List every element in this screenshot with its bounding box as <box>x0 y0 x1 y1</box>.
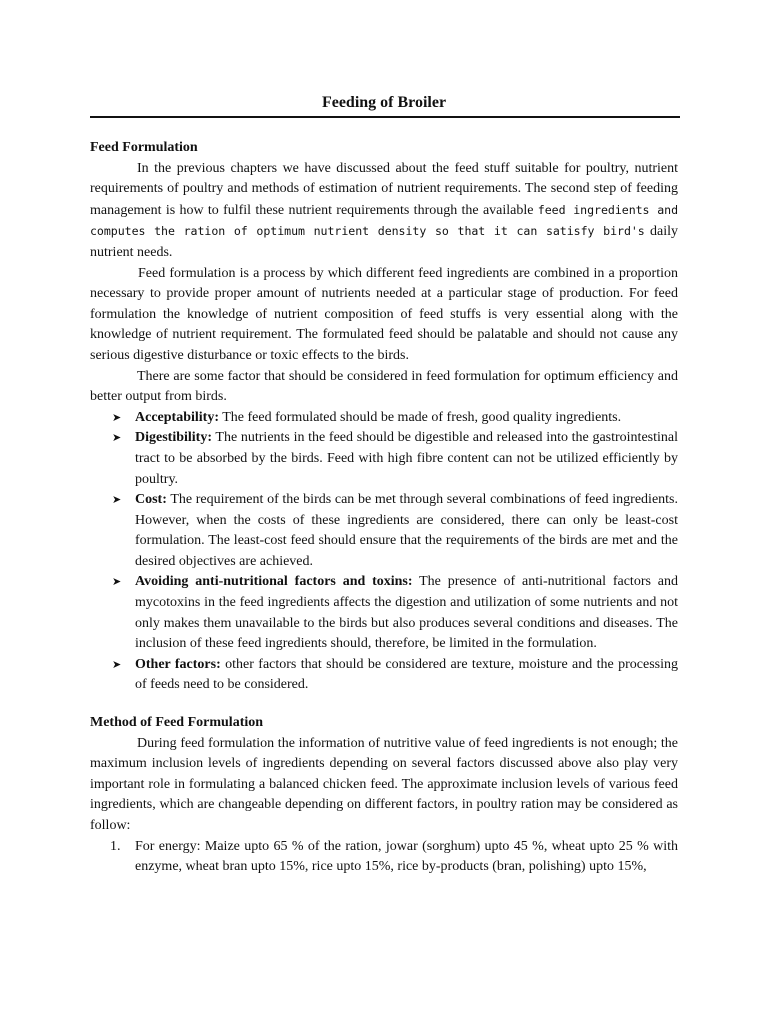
page-title: Feeding of Broiler <box>321 94 447 111</box>
paragraph-intro-text: In the previous chapters we have discussed about the feed stuff suitable for poultry, nutrient requirements of poultry and methods of estimation of nutrient requirements. The second step of feeding management is how to fulfil these nutrient requirements through the available <box>90 160 678 218</box>
list-item <box>90 490 678 572</box>
factor-term: Acceptability: <box>135 409 219 425</box>
document-body <box>90 138 678 878</box>
inclusion-level-list <box>90 837 678 878</box>
list-number: 1. <box>110 838 121 854</box>
factor-list <box>90 408 678 696</box>
arrowhead-bullet-icon: ➤ <box>112 575 122 589</box>
factor-text: The nutrients in the feed should be digestible and released into the gastrointestinal tract to be absorbed by the birds. Feed with high fibre content can not be utilized efficiently by poultry. <box>135 430 678 487</box>
section-heading-feed-formulation: Feed Formulation <box>90 140 198 155</box>
title-divider <box>90 116 680 118</box>
factor-term: Other factors: <box>135 656 221 672</box>
section-heading-method: Method of Feed Formulation <box>90 715 264 731</box>
list-item <box>90 837 678 878</box>
arrowhead-bullet-icon: ➤ <box>112 493 122 507</box>
paragraph-method: During feed formulation the information of nutritive value of feed ingredients is not enough; the maximum inclusion levels of ingredients depending on several factors discussed above also play very important role in formulating a balanced chicken feed. The approximate inclusion levels of various feed ingredients, which are changeable depending on different factors, in poultry ration may be considered as follow: <box>90 735 678 833</box>
factor-term: Avoiding anti-nutritional factors and toxins: <box>135 574 413 590</box>
list-item <box>90 428 678 490</box>
arrowhead-bullet-icon: ➤ <box>112 657 122 671</box>
factor-term: Digestibility: <box>135 430 212 446</box>
paragraph-intro <box>90 159 678 264</box>
factor-term: Cost: <box>135 492 167 508</box>
list-item <box>90 655 678 696</box>
list-item <box>90 408 678 429</box>
paragraph-intro-end: daily nutrient needs. <box>90 224 678 260</box>
paragraph-factors-intro: There are some factor that should be considered in feed formulation for optimum efficiency and better output from birds. <box>90 368 678 405</box>
list-item-text: For energy: Maize upto 65 % of the ration, jowar (sorghum) upto 45 %, wheat upto 25 % with enzyme, wheat bran upto 15%, rice upto 15%, rice by-products (bran, polishing) upto 15%, <box>135 838 678 875</box>
section-spacer <box>90 696 678 713</box>
paragraph-definition: Feed formulation is a process by which different feed ingredients are combined in a proportion necessary to provide proper amount of nutrients needed at a particular stage of production. For feed formulation the knowledge of nutrient composition of feed stuffs is very essential along with the knowledge of nutrient requirement. The formulated feed should be palatable and should not cause any serious digestive disturbance or toxic effects to the birds. <box>90 265 678 363</box>
arrowhead-bullet-icon: ➤ <box>112 431 122 445</box>
factor-text: The feed formulated should be made of fresh, good quality ingredients. <box>218 409 622 425</box>
list-item <box>90 572 678 654</box>
factor-text: The presence of anti-nutritional factors and mycotoxins in the feed ingredients affects the digestion and utilization of some nutrients and not only makes them unavailable to the birds but also produces several conditions and diseases. The inclusion of these feed ingredients should, therefore, be limited in the formulation. <box>135 574 678 652</box>
arrowhead-bullet-icon: ➤ <box>112 410 122 424</box>
paragraph-intro-mono-line: feed ingredients and computes the ration of optimum nutrient density so that it can satisfy bird's <box>90 202 679 239</box>
factor-text: The requirement of the birds can be met through several combinations of feed ingredients. However, when the costs of these ingredients are considered, there can only be least-cost formulation. The least-cost feed should ensure that the requirements of the birds are met and the desired objectives are achieved. <box>135 492 678 569</box>
factor-text: other factors that should be considered are texture, moisture and the processing of feeds need to be considered. <box>135 656 679 693</box>
